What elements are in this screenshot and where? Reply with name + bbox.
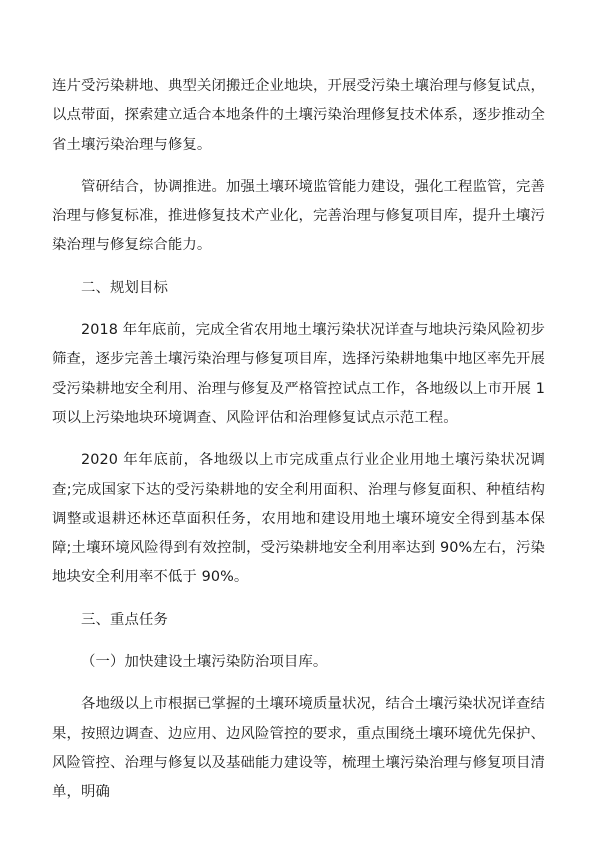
paragraph-continuation: 连片受污染耕地、典型关闭搬迁企业地块，开展受污染土壤治理与修复试点，以点带面，探索建立适合本地条件的土壤污染治理修复技术体系，逐步推动全省土壤污染治理与修复。 — [52, 78, 545, 153]
paragraph-principle: 管研结合，协调推进。加强土壤环境监管能力建设，强化工程监管，完善治理与修复标准，推进修复技术产业化，完善治理与修复项目库，提升土壤污染治理与修复综合能力。 — [52, 178, 545, 254]
paragraph-2020-goal: 2020 年年底前，各地级以上市完成重点行业企业用地土壤污染状况调查;完成国家下达的受污染耕地的安全利用面积、治理与修复面积、种植结构调整或退耕还林还草面积任务，农用地和建设用地土壤环境安全得到基本保障;土壤环境风险得到有效控制，受污染耕地安全利用率达到 90%左右，污染地块安全利用率不低于 90%。 — [52, 452, 545, 586]
document-body — [52, 72, 545, 808]
subsection-heading-project-library: （一）加快建设土壤污染防治项目库。 — [81, 654, 328, 671]
section-heading-tasks: 三、重点任务 — [81, 611, 168, 628]
paragraph-2018-goal: 2018 年年底前，完成全省农用地土壤污染状况详查与地块污染风险初步筛查，逐步完善土壤污染治理与修复项目库，选择污染耕地集中地区率先开展受污染耕地安全利用、治理与修复及严格管控试点工作，各地级以上市开展 1 项以上污染地块环境调查、风险评估和治理修复试点示范工程。 — [52, 322, 545, 426]
paragraph-project-library: 各地级以上市根据已掌握的土壤环境质量状况，结合土壤污染状况详查结果，按照边调查、边应用、边风险管控的要求，重点围绕土壤环境优先保护、风险管控、治理与修复以及基础能力建设等，梳理土壤污染治理与修复项目清单，明确 — [52, 696, 545, 801]
section-heading-goals: 二、规划目标 — [81, 279, 168, 296]
